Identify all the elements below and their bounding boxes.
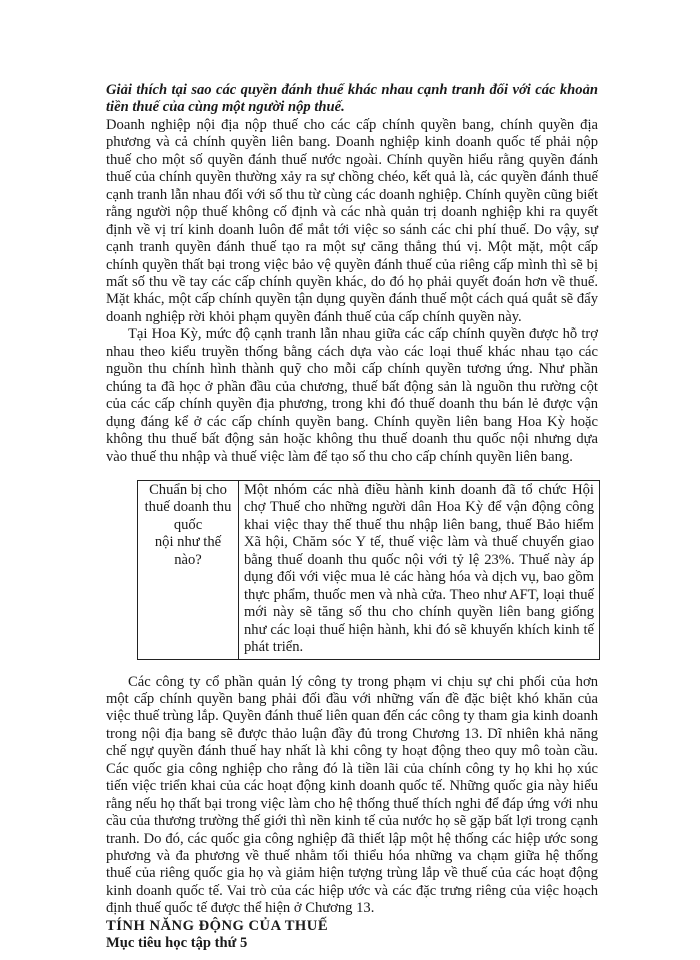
question-cell [138, 480, 239, 659]
table-row [138, 480, 600, 659]
section-heading: TÍNH NĂNG ĐỘNG CỦA THUẾ [106, 917, 329, 934]
question-line: nội như thế [154, 534, 222, 551]
question-line: nào? [174, 551, 202, 568]
paragraph-1: Doanh nghiệp nội địa nộp thuế cho các cấp chính quyền bang, chính quyền địa phương và cả chính quyền liên bang. Doanh nghiệp kinh doanh quốc tế phải nộp thuế cho một số quyền đánh thuế nước ngoài. Chính quyền hiểu rằng quyền đánh thuế của chính quyền thường xảy ra sự chồng chéo, kết quả là, các quyền đánh thuế cạnh tranh lẫn nhau đối với số thu từ cùng các doanh nghiệp. Chính quyền cũng biết rằng người nộp thuế không cố định và các nhà quản trị doanh nghiệp khi ra quyết định về vị trí kinh doanh luôn để mắt tới việc so sánh các chi phí thuế. Do vậy, sự cạnh tranh quyền đánh thuế tạo ra một sự căng thẳng thú vị. Một mặt, một cấp chính quyền thất bại trong việc bảo vệ quyền đánh thuế của riêng cấp mình thì sẽ bị mất số thu về tay các cấp chính quyền khác, do đó họ phải quyết đoán hơn về thuế. Mặt khác, một cấp chính quyền tận dụng quyền đánh thuế một cách quá quắt sẽ đẩy doanh nghiệp rời khỏi phạm quyền đánh thuế của cấp chính quyền này. [106, 116, 598, 325]
subheading: Mục tiêu học tập thứ 5 [106, 935, 248, 952]
document-page [106, 82, 598, 953]
answer-cell: Một nhóm các nhà điều hành kinh doanh đã tổ chức Hội chợ Thuế cho những người dân Hoa Kỳ để vận động công khai việc thay thế thuế thu nhập liên bang, thuế Bảo hiểm Xã hội, Chăm sóc Y tế, thuế việc làm và thuế chuyển giao bằng thuế doanh thu quốc nội với tỷ lệ 23%. Thuế này áp dụng đối với việc mua lẻ các hàng hóa và dịch vụ, bao gồm thực phẩm, thuốc men và nhà cửa. Theo như AFT, loại thuế mới này sẽ tăng số thu cho chính quyền liên bang giống như các loại thuế hiện hành, khi đó sẽ khuyến khích kinh tế phát triển. [239, 480, 600, 659]
question-line: quốc [173, 516, 203, 533]
sidebar-box [137, 480, 600, 660]
section-title: Giải thích tại sao các quyền đánh thuế khác nhau cạnh tranh đối với các khoản tiền thuế của cùng một người nộp thuế. [106, 82, 598, 116]
paragraph-2: Tại Hoa Kỳ, mức độ cạnh tranh lẫn nhau giữa các cấp chính quyền được hỗ trợ nhau theo kiểu truyền thống bằng cách dựa vào các loại thuế khác nhau tạo các nguồn thu chính hình thành quỹ cho mỗi cấp chính quyền tương ứng. Như phần chúng ta đã học ở phần đầu của chương, thuế bất động sản là nguồn thu rường cột của các cấp chính quyền địa phương, trong khi đó thuế doanh thu bán lẻ được vận dụng đáng kể ở các cấp chính quyền bang. Chính quyền liên bang Hoa Kỳ hoặc không thu thuế bất động sản hoặc không thu thuế doanh thu quốc nội nhưng dựa vào thuế thu nhập và thuế việc làm để tạo số thu cho cấp chính quyền liên bang. [106, 326, 598, 465]
question-line: Chuẩn bị cho [149, 481, 227, 498]
question-answer-table [137, 480, 600, 660]
paragraph-3: Các công ty cổ phần quản lý công ty trong phạm vi chịu sự chi phối của hơn một cấp chính quyền bang phải đối đầu với những vấn đề đặc biệt khó khăn của việc thuế trùng lắp. Quyền đánh thuế liên quan đến các công ty tham gia kinh doanh trong nội địa bang sẽ được thảo luận đầy đủ trong Chương 13. Dĩ nhiên khả năng chế ngự quyền đánh thuế hay nhất là khi công ty hoạt động theo quy mô toàn cầu. Các quốc gia công nghiệp cho rằng đó là tiền lãi của chính công ty họ khi họ xúc tiến việc triển khai của các hoạt động kinh doanh quốc tế. Những quốc gia này hiểu rằng nếu họ thất bại trong việc làm cho hệ thống thuế thích nghi để đáp ứng với nhu cầu của thương trường thế giới thì nền kinh tế của nước họ sẽ gặp bất lợi trong cạnh tranh. Do đó, các quốc gia công nghiệp đã thiết lập một hệ thống các hiệp ước song phương và đa phương về thuế nhằm tối thiểu hóa những va chạm giữa hệ thống thuế của riêng quốc gia họ và giảm hiện tượng trùng lắp về thuế của các hoạt động kinh doanh quốc tế. Vai trò của các hiệp ước và các đặc trưng riêng của việc hoạch định thuế quốc tế được thể hiện ở Chương 13. [106, 673, 598, 917]
question-line: thuế doanh thu [144, 499, 232, 516]
